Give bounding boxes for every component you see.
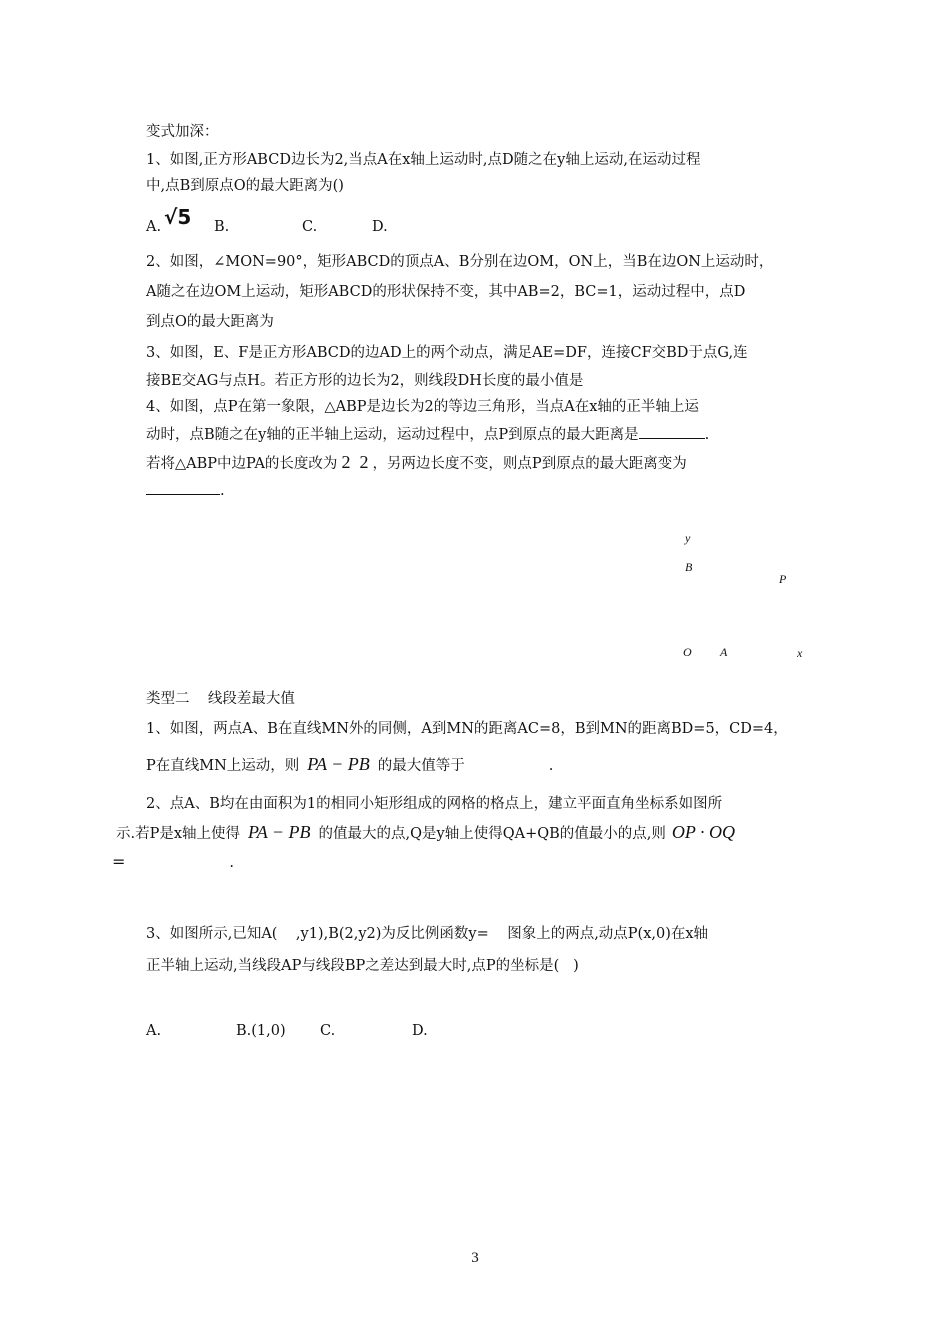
type2-p3-option-b: B.(1,0) [236, 1023, 286, 1039]
q1-line-1: 1、如图,正方形ABCD边长为2,当点A在x轴上运动时,点D随之在y轴上运动,在运动过程 [146, 152, 701, 168]
figure-label-A: A [720, 645, 728, 659]
type2-p2-math-op-oq: OP · OQ [671, 822, 736, 842]
type2-p2-line-1: 2、点A、B均在由面积为1的相同小矩形组成的网格的格点上，建立平面直角坐标系如图所 [146, 796, 723, 812]
q2-line-3: 到点O的最大距离为 [146, 314, 274, 330]
type2-p1-line-1: 1、如图，两点A、B在直线MN外的同侧，A到MN的距离AC=8，B到MN的距离BD=5，CD=4， [146, 721, 788, 737]
section-heading: 变式加深： [146, 124, 219, 140]
page-number: 3 [471, 1250, 479, 1266]
q4-line-1: 4、如图，点P在第一象限，△ABP是边长为2的等边三角形，当点A在x轴的正半轴上运 [146, 399, 699, 415]
type2-p2-line-2-text-b: 的值最大的点,Q是y轴上使得QA+QB的值最小的点,则 [318, 826, 666, 842]
q1-option-c: C. [302, 219, 318, 235]
type2-heading: 类型二 线段差最大值 [146, 691, 295, 707]
type2-p3-option-a: A. [146, 1023, 162, 1039]
type2-p1-line-2-text-b: 的最大值等于 [377, 758, 465, 774]
q2-line-2: A随之在边OM上运动，矩形ABCD的形状保持不变，其中AB=2，BC=1，运动过程中，点D [146, 284, 746, 300]
type2-p1-line-2-end: . [548, 758, 554, 774]
type2-p3-line-2: 正半轴上运动,当线段AP与线段BP之差达到最大时,点P的坐标是( ) [146, 958, 579, 974]
type2-p3-option-c: C. [320, 1023, 336, 1039]
type2-p1-line-2-text-a: P在直线MN上运动，则 [146, 758, 300, 774]
q4-line-2-end: . [704, 427, 710, 443]
type2-p2-line-3 [112, 852, 234, 873]
q1-option-d: D. [372, 219, 388, 235]
q1-option-a: A. [146, 219, 162, 235]
figure-label-P: P [779, 572, 787, 586]
q4-line-3 [146, 452, 687, 474]
q4-line-3-text-b: ，另两边长度不变，则点P到原点的最大距离变为 [372, 456, 687, 472]
q4-answer-blank-1 [639, 424, 705, 439]
figure-label-x: x [797, 646, 803, 660]
figure-label-B: B [685, 560, 693, 574]
figure-label-y: y [685, 531, 691, 545]
q4-line-3-math: 2 2 [341, 452, 369, 472]
figure-label-O: O [683, 645, 692, 659]
type2-p2-line-2 [116, 822, 735, 844]
type2-p3-option-d: D. [412, 1023, 428, 1039]
q4-line-4-end: . [220, 483, 225, 499]
q1-option-b: B. [214, 219, 230, 235]
type2-p2-math-pa-pb: PA − PB [248, 822, 311, 842]
type2-p2-line-3-end: . [229, 855, 235, 871]
q4-line-3-text-a: 若将△ABP中边PA的长度改为 [146, 456, 338, 472]
type2-p2-line-2-text-a: 示.若P是x轴上使得 [116, 826, 241, 842]
q1-line-2: 中,点B到原点O的最大距离为() [146, 178, 344, 194]
q4-answer-blank-2 [146, 480, 220, 495]
q4-line-2-text: 动时，点B随之在y轴的正半轴上运动，运动过程中，点P到原点的最大距离是 [146, 427, 639, 443]
type2-p3-line-1: 3、如图所示,已知A( ,y1),B(2,y2)为反比例函数y= 图象上的两点,动点P(x,0)在x轴 [146, 926, 709, 942]
q1-option-a-sqrt5: √5 [164, 205, 192, 229]
q2-line-1: 2、如图，∠MON=90°，矩形ABCD的顶点A、B分别在边OM，ON上，当B在边ON上运动时， [146, 254, 774, 270]
q3-line-2: 接BE交AG与点H。若正方形的边长为2，则线段DH长度的最小值是 [146, 373, 584, 389]
q3-line-1: 3、如图，E、F是正方形ABCD的边AD上的两个动点，满足AE=DF，连接CF交BD于点G,连 [146, 345, 748, 361]
type2-p2-equals: = [112, 852, 126, 871]
q4-line-4 [146, 480, 225, 501]
q4-line-2 [146, 424, 709, 445]
type2-p1-math-pa-pb: PA − PB [307, 754, 370, 774]
type2-p1-line-2 [146, 754, 553, 776]
